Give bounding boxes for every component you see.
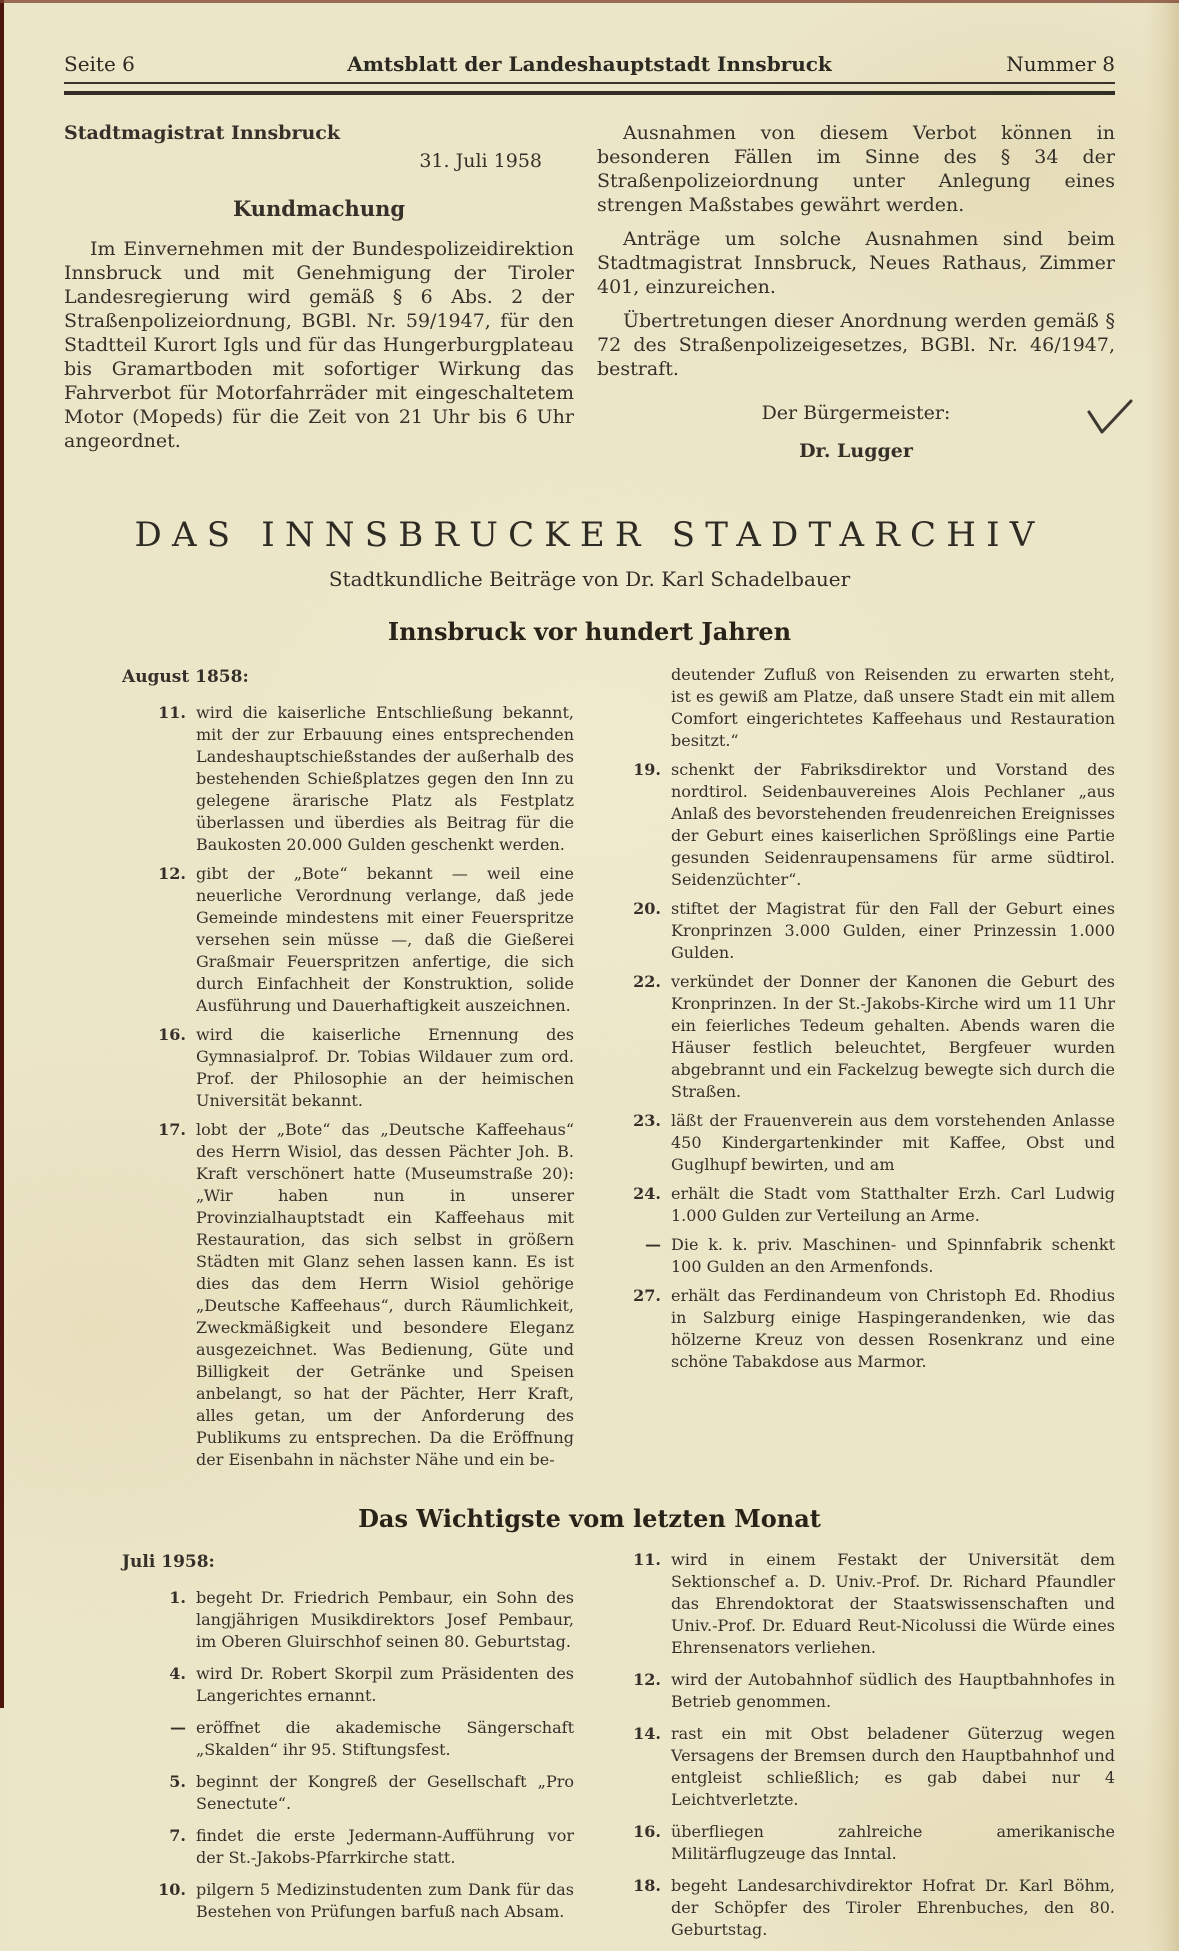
- section-heading-hundred-years: Innsbruck vor hundert Jahren: [387, 617, 792, 646]
- list-item-text: wird Dr. Robert Skorpil zum Präsidenten des Langerichtes ernannt.: [196, 1664, 574, 1705]
- list-item-text: begeht Dr. Friedrich Pembaur, ein Sohn des langjährigen Musikdirektors Josef Pembaur, im Oberen Gluirschhof seinen 80. Geburtstag.: [196, 1588, 574, 1651]
- list-item-text: schenkt der Fabriksdirektor und Vorstand des nordtirol. Seidenbauvereines Alois Pechlaner „aus Anlaß des bevorstehenden freudenreichen Ereignisses der Geburt eines kaiserlichen Sprößlings eine Partie gesunden Seidenraupensamens für arme südtirol. Seidenzüchter“.: [671, 760, 1116, 889]
- masthead-title: Amtsblatt der Landeshauptstadt Innsbruck: [347, 52, 832, 76]
- hundred-years-right-column: [597, 664, 1115, 1478]
- list-item: [152, 1717, 574, 1761]
- list-item-continuation: [627, 664, 1115, 752]
- list-item: [152, 1024, 574, 1112]
- list-item-text: Die k. k. priv. Maschinen- und Spinnfabrik schenkt 100 Gulden an den Armenfonds.: [671, 1235, 1115, 1276]
- list-item: [152, 702, 574, 856]
- list-item-text: läßt der Frauenverein aus dem vorstehenden Anlasse 450 Kindergartenkinder mit Kaffee, Obst und Guglhupf bewirten, und am: [671, 1111, 1115, 1174]
- list-item-number: 12.: [158, 864, 186, 883]
- list-item-text: stiftet der Magistrat für den Fall der Geburt eines Kronprinzen 3.000 Gulden, einer Prinzessin 1.000 Gulden.: [671, 899, 1115, 962]
- list-item: [627, 1285, 1115, 1373]
- list-item-number: 20.: [633, 899, 661, 918]
- list-item-number: 4.: [169, 1664, 186, 1683]
- list-item-text: rast ein mit Obst beladener Güterzug wegen Versagens der Bremsen durch den Hauptbahnhof und entgleist schließlich; es gab dabei nur 4 Leichtverletzte.: [671, 1724, 1115, 1809]
- list-item: [152, 1771, 574, 1815]
- list-item-number: 16.: [158, 1025, 186, 1044]
- list-item-text: erhält das Ferdinandeum von Christoph Ed. Rhodius in Salzburg einige Haspingerandenken, wie das hölzerne Kreuz von dessen Rosenkranz und eine schöne Tabakdose aus Marmor.: [671, 1286, 1115, 1371]
- notice-paragraph-applications: Anträge um solche Ausnahmen sind beim Stadtmagistrat Innsbruck, Neues Rathaus, Zimmer 401, einzureichen.: [597, 228, 1115, 298]
- list-item: [627, 1875, 1115, 1941]
- list-item-number: 16.: [633, 1822, 661, 1841]
- list-item: [627, 898, 1115, 964]
- list-item-text: überfliegen zahlreiche amerikanische Militärflugzeuge das Inntal.: [671, 1822, 1115, 1863]
- list-item: [627, 1183, 1115, 1227]
- signature-name: Dr. Lugger: [799, 440, 913, 462]
- list-item: [627, 1110, 1115, 1176]
- list-item-number: 11.: [633, 1550, 661, 1569]
- list-item: [627, 1234, 1115, 1278]
- notice-date: 31. Juli 1958: [419, 150, 542, 172]
- last-month-columns: [64, 1549, 1115, 1951]
- masthead-issue-number: Nummer 8: [1006, 52, 1115, 76]
- list-item-number: —: [645, 1235, 661, 1254]
- handwritten-checkmark: [1086, 398, 1134, 438]
- list-item: [152, 1879, 574, 1923]
- notice-paragraph-penalty: Übertretungen dieser Anordnung werden gemäß § 72 des Straßenpolizeigesetzes, BGBl. Nr. 46/1947, bestraft.: [597, 310, 1115, 380]
- list-item-number: 22.: [633, 972, 661, 991]
- list-item: [152, 1119, 574, 1471]
- list-item: [152, 863, 574, 1017]
- notice-paragraph-exceptions: Ausnahmen von diesem Verbot können in besonderen Fällen im Sinne des § 34 der Straßenpolizeiordnung unter Anlegung eines strengen Maßstabes gewährt werden.: [597, 122, 1115, 216]
- last-month-left-column: [64, 1549, 574, 1951]
- notice-body: Im Einvernehmen mit der Bundespolizeidirektion Innsbruck und mit Genehmigung der Tiroler Landesregierung wird gemäß § 6 Abs. 2 der Straßenpolizeiordnung, BGBl. Nr. 59/1947, für den Stadtteil Kurort Igls und für das Hungerburgplateau bis Gramartboden mit sofortiger Wirkung das Fahrverbot für Motorfahrräder mit eingeschaltetem Motor (Mopeds) für die Zeit von 21 Uhr bis 6 Uhr angeordnet.: [64, 238, 574, 452]
- notice-section: [64, 121, 1115, 463]
- list-item-number: 19.: [633, 760, 661, 779]
- list-item: [627, 759, 1115, 891]
- section-heading-last-month: Das Wichtigste vom letzten Monat: [358, 1504, 821, 1533]
- archive-title: DAS INNSBRUCKER STADTARCHIV: [134, 515, 1045, 555]
- list-item: [152, 1587, 574, 1653]
- archive-subtitle: Stadtkundliche Beiträge von Dr. Karl Schadelbauer: [328, 567, 851, 591]
- list-item-text: lobt der „Bote“ das „Deutsche Kaffeehaus“ des Herrn Wisiol, das dessen Pächter Joh. B. Kraft verschönert hatte (Museumstraße 20): „Wir haben nun in unserer Provinzialhauptstadt ein Kaffeehaus mit Restauration, das sich selbst in größern Städten mit Glanz sehen lassen kann. Es ist dies das dem Herrn Wisiol gehörige „Deutsche Kaffeehaus“, durch Räumlichkeit, Zweckmäßigkeit und besondere Eleganz ausgezeichnet. Was Bedienung, Güte und Billigkeit der Getränke und Speisen anbelangt, so hat der Pächter, Herr Kraft, alles getan, um der Anforderung des Publikums zu entsprechen. Da die Eröffnung der Eisenbahn in nächster Nähe und ein be-: [196, 1120, 574, 1469]
- list-item-text: begeht Landesarchivdirektor Hofrat Dr. Karl Böhm, der Schöpfer des Tiroler Ehrenbuches, den 80. Geburtstag.: [671, 1876, 1115, 1939]
- masthead: [64, 52, 1115, 76]
- notice-right-column: [597, 121, 1115, 463]
- list-intro-juli: Juli 1958:: [122, 1552, 215, 1572]
- list-item: [627, 971, 1115, 1103]
- list-item-number: 10.: [158, 1880, 186, 1899]
- list-item-number: 17.: [158, 1120, 186, 1139]
- list-item-number: 5.: [169, 1772, 186, 1791]
- list-item: [152, 1663, 574, 1707]
- masthead-rule-thick: [64, 91, 1115, 95]
- notice-issuer: Stadtmagistrat Innsbruck: [64, 122, 341, 144]
- list-item-text: beginnt der Kongreß der Gesellschaft „Pro Senectute“.: [196, 1772, 574, 1813]
- list-item: [627, 1821, 1115, 1865]
- list-item: [627, 1549, 1115, 1659]
- signature-role: Der Bürgermeister:: [761, 402, 951, 424]
- list-item-number: 1.: [169, 1588, 186, 1607]
- list-item-text: eröffnet die akademische Sängerschaft „Skalden“ ihr 95. Stiftungsfest.: [196, 1718, 574, 1759]
- list-item-number: 27.: [633, 1286, 661, 1305]
- list-item-number: 14.: [633, 1724, 661, 1743]
- last-month-right-column: [597, 1549, 1115, 1951]
- list-item-number: —: [170, 1718, 186, 1737]
- list-item: [627, 1669, 1115, 1713]
- list-item-text: verkündet der Donner der Kanonen die Geburt des Kronprinzen. In der St.-Jakobs-Kirche wird um 11 Uhr ein feierliches Tedeum gehalten. Abends waren die Häuser festlich beleuchtet, Bergfeuer wurden abgebrannt und ein Fackelzug bewegte sich durch die Straßen.: [671, 972, 1115, 1101]
- list-item-number: 11.: [158, 703, 186, 722]
- list-intro-august: August 1858:: [122, 667, 249, 687]
- notice-title: Kundmachung: [232, 196, 406, 221]
- notice-left-column: [64, 121, 574, 463]
- list-item-text: wird die kaiserliche Entschließung bekannt, mit der zur Erbauung eines entsprechenden Landeshauptschießstandes der außerhalb des bestehenden Schießplatzes gegen den Inn zu gelegene ärarische Platz als Festplatz überlassen und überdies als Beitrag für die Baukosten 20.000 Gulden geschenkt werden.: [196, 703, 574, 854]
- list-item-text: deutender Zufluß von Reisenden zu erwarten steht, ist es gewiß am Platze, daß unsere Stadt ein mit allem Comfort eingerichtetes Kaffeehaus und Restauration besitzt.“: [671, 665, 1115, 750]
- list-item-number: [627, 664, 671, 752]
- list-item-text: wird die kaiserliche Ernennung des Gymnasialprof. Dr. Tobias Wildauer zum ord. Prof. der Philosophie an der heimischen Universität bekannt.: [196, 1025, 574, 1110]
- list-item-number: 7.: [169, 1826, 186, 1845]
- list-item-text: gibt der „Bote“ bekannt — weil eine neuerliche Verordnung verlange, daß jede Gemeinde mindestens mit einer Feuerspritze versehen sein müsse —, daß die Gießerei Graßmair Feuerspritzen anfertige, die sich durch Einfachheit der Konstruktion, solide Ausführung und Dauerhaftigkeit auszeichnen.: [196, 864, 574, 1015]
- hundred-years-left-column: [64, 664, 574, 1478]
- list-item-text: wird in einem Festakt der Universität dem Sektionschef a. D. Univ.-Prof. Dr. Richard Pfaundler das Ehrendoktorat der Staatswissenschaften und Univ.-Prof. Dr. Eduard Reut-Nicolussi die Würde eines Ehrensenators verliehen.: [671, 1550, 1115, 1657]
- list-item: [152, 1825, 574, 1869]
- list-item-number: 23.: [633, 1111, 661, 1130]
- list-item: [627, 1723, 1115, 1811]
- list-item-number: 18.: [633, 1876, 661, 1895]
- list-item-text: pilgern 5 Medizinstudenten zum Dank für das Bestehen von Prüfungen barfuß nach Absam.: [196, 1880, 574, 1921]
- masthead-page-number: Seite 6: [64, 52, 135, 76]
- masthead-rule-thin: [64, 82, 1115, 84]
- list-item-number: 12.: [633, 1670, 661, 1689]
- list-item-text: erhält die Stadt vom Statthalter Erzh. Carl Ludwig 1.000 Gulden zur Verteilung an Arme.: [671, 1184, 1115, 1225]
- list-item-text: wird der Autobahnhof südlich des Hauptbahnhofes in Betrieb genommen.: [671, 1670, 1115, 1711]
- hundred-years-columns: [64, 664, 1115, 1478]
- list-item-number: 24.: [633, 1184, 661, 1203]
- list-item-text: findet die erste Jedermann-Aufführung vor der St.-Jakobs-Pfarrkirche statt.: [196, 1826, 574, 1867]
